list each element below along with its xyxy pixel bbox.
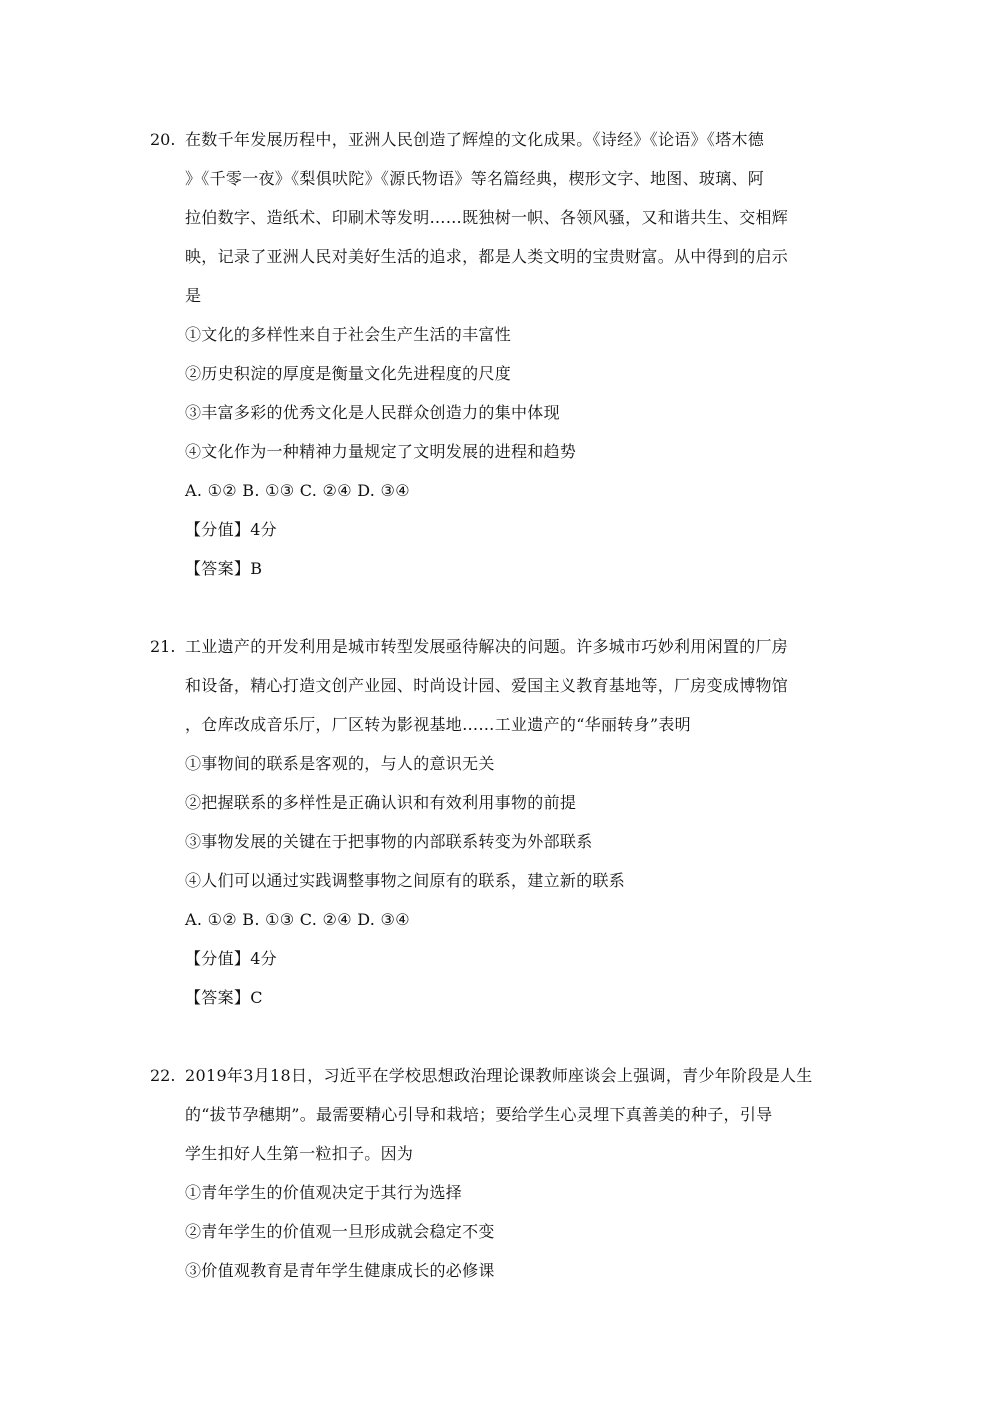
statement-option: ①青年学生的价值观决定于其行为选择 <box>185 1183 463 1202</box>
question-stem-line: 拉伯数字、造纸术、印刷术等发明……既独树一帜、各领风骚，又和谐共生、交相辉 <box>185 208 789 227</box>
question-stem-line: 在数千年发展历程中，亚洲人民创造了辉煌的文化成果。《诗经》《论语》《塔木德 <box>185 130 765 149</box>
question-stem-line: 映，记录了亚洲人民对美好生活的追求，都是人类文明的宝贵财富。从中得到的启示 <box>185 247 789 266</box>
question-stem-line: 工业遗产的开发利用是城市转型发展亟待解决的问题。许多城市巧妙利用闲置的厂房 <box>185 637 789 656</box>
statement-option: ③丰富多彩的优秀文化是人民群众创造力的集中体现 <box>185 403 560 422</box>
statement-option: ②历史积淀的厚度是衡量文化先进程度的尺度 <box>185 364 512 383</box>
question-stem-line: 》《千零一夜》《梨俱吠陀》《源氏物语》等名篇经典，楔形文字、地图、玻璃、阿 <box>185 169 765 188</box>
question-stem-line: 的“拔节孕穗期”。最需要精心引导和栽培；要给学生心灵埋下真善美的种子，引导 <box>185 1105 773 1124</box>
statement-option: ③事物发展的关键在于把事物的内部联系转变为外部联系 <box>185 832 593 851</box>
question-stem-line: ，仓库改成音乐厅，厂区转为影视基地……工业遗产的“华丽转身”表明 <box>185 715 691 734</box>
statement-option: ③价值观教育是青年学生健康成长的必修课 <box>185 1261 495 1280</box>
question-stem-line: 2019年3月18日，习近平在学校思想政治理论课教师座谈会上强调，青少年阶段是人生 <box>185 1066 813 1085</box>
question-number: 22. <box>150 1066 176 1085</box>
statement-option: ①事物间的联系是客观的，与人的意识无关 <box>185 754 495 773</box>
answer-label: 【答案】B <box>185 559 263 578</box>
answer-choices: A. ①② B. ①③ C. ②④ D. ③④ <box>185 481 410 500</box>
question-number: 20. <box>150 130 176 149</box>
question-number: 21. <box>150 637 176 656</box>
score-label: 【分值】4分 <box>185 949 277 968</box>
statement-option: ④文化作为一种精神力量规定了文明发展的进程和趋势 <box>185 442 577 461</box>
statement-option: ④人们可以通过实践调整事物之间原有的联系，建立新的联系 <box>185 871 626 890</box>
question-stem-line: 和设备，精心打造文创产业园、时尚设计园、爱国主义教育基地等，厂房变成博物馆 <box>185 676 789 695</box>
question-stem-line: 学生扣好人生第一粒扣子。因为 <box>185 1144 414 1163</box>
statement-option: ②青年学生的价值观一旦形成就会稳定不变 <box>185 1222 495 1241</box>
statement-option: ②把握联系的多样性是正确认识和有效利用事物的前提 <box>185 793 577 812</box>
statement-option: ①文化的多样性来自于社会生产生活的丰富性 <box>185 325 512 344</box>
question-stem-line: 是 <box>185 286 202 305</box>
score-label: 【分值】4分 <box>185 520 277 539</box>
answer-label: 【答案】C <box>185 988 263 1007</box>
answer-choices: A. ①② B. ①③ C. ②④ D. ③④ <box>185 910 410 929</box>
